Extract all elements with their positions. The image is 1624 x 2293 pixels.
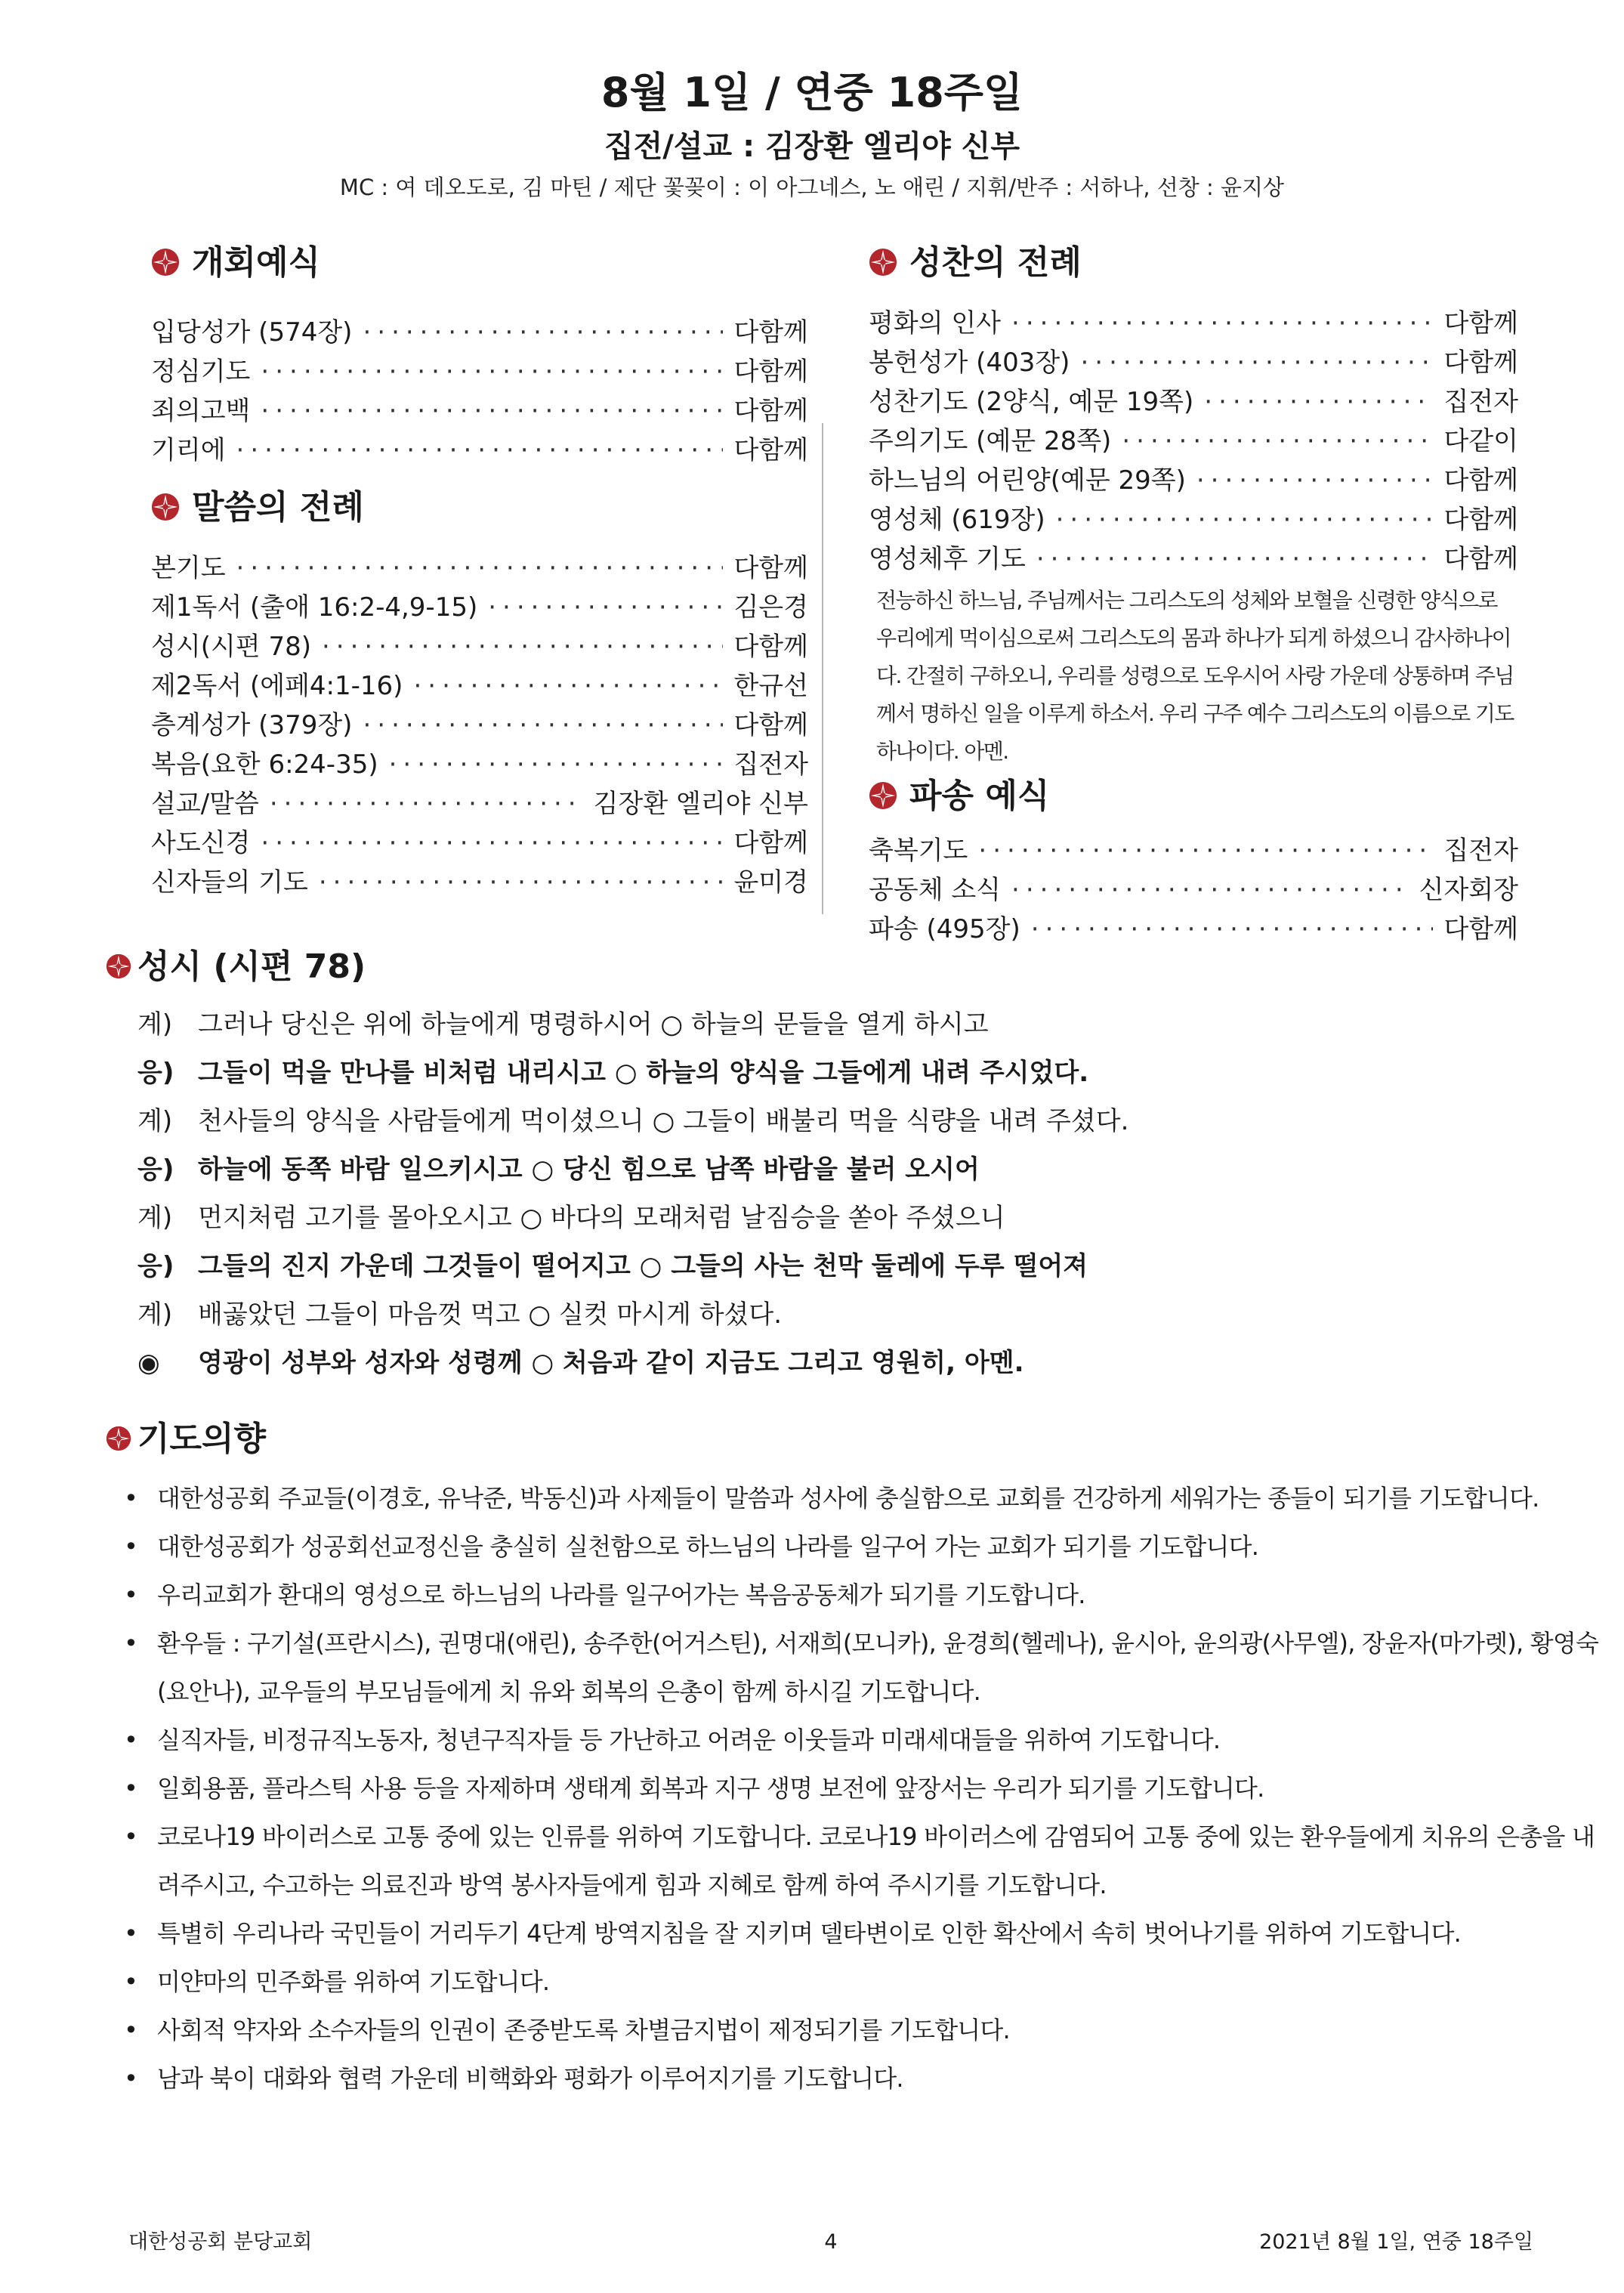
order-row xyxy=(151,704,808,743)
order-item-performer: 김장환 엘리야 신부 xyxy=(593,789,808,819)
order-item-performer: 다함께 xyxy=(1443,544,1518,574)
post-communion-prayer: 전능하신 하느님, 주님께서는 그리스도의 성체와 보혈을 신령한 양식으로 우리에게 먹이심으로써 그리스도의 몸과 하나가 되게 하셨으니 감사하나이다. 간절히 구하오니, 우리를 성령으로 도우시어 사랑 가운데 상통하며 주님께서 명하신 일을 이루게 하소서. 우리 구주 예수 그리스도의 이름으로 기도하나이다. 아멘. xyxy=(876,588,1514,764)
intention-item: • 미얀마의 민주화를 위하여 기도합니다. xyxy=(121,1958,1601,2006)
order-item-label: 주의기도 (예문 28쪽) xyxy=(869,426,1112,456)
leader-dots xyxy=(236,435,724,465)
order-row xyxy=(151,586,808,626)
cross-icon xyxy=(106,953,131,979)
psalm-text: 그들의 진지 가운데 그것들이 떨어지고 ○ 그들의 사는 천막 둘레에 두루 떨어져 xyxy=(198,1251,1088,1281)
leader-dots xyxy=(1204,387,1433,417)
order-item-label: 공동체 소식 xyxy=(869,875,1002,905)
order-row xyxy=(151,665,808,704)
psalm-line xyxy=(137,1049,1541,1097)
column-divider xyxy=(822,423,823,914)
leader-dots xyxy=(261,357,723,387)
intentions-title xyxy=(106,1417,1601,1462)
order-item-label: 정심기도 xyxy=(151,357,251,387)
order-item-performer: 다함께 xyxy=(733,435,808,465)
leader-dots xyxy=(1056,505,1434,535)
intention-item: • 특별히 우리나라 국민들이 거리두기 4단계 방역지침을 잘 지키며 델타변이로 인한 확산에서 속히 벗어나기를 위하여 기도합니다. xyxy=(121,1909,1601,1958)
leader-dots xyxy=(236,553,724,583)
dismissal-order-list xyxy=(869,830,1518,947)
order-item-label: 평화의 인사 xyxy=(869,308,1002,338)
order-item-label: 봉헌성가 (403장) xyxy=(869,348,1070,378)
psalm-text: 배곯았던 그들이 마음껏 먹고 ○ 실컷 마시게 하셨다. xyxy=(198,1299,783,1330)
psalm-marker: 계) xyxy=(137,1106,173,1136)
order-item-label: 사도신경 xyxy=(151,828,251,858)
psalm-text: 천사들의 양식을 사람들에게 먹이셨으니 ○ 그들이 배불리 먹을 식량을 내려 주셨다. xyxy=(198,1106,1129,1136)
psalm-text: 그들이 먹을 만나를 비처럼 내리시고 ○ 하늘의 양식을 그들에게 내려 주시었다. xyxy=(198,1058,1089,1088)
order-row xyxy=(151,822,808,861)
leader-dots xyxy=(322,632,723,662)
order-item-label: 설교/말씀 xyxy=(151,789,259,819)
order-row xyxy=(151,390,808,429)
intention-item: • 일회용품, 플라스틱 사용 등을 자제하며 생태계 회복과 지구 생명 보전에 앞장서는 우리가 되기를 기도합니다. xyxy=(121,1764,1601,1812)
order-row xyxy=(869,341,1518,381)
section-title-text: 파송 예식 xyxy=(909,777,1050,815)
leader-dots xyxy=(270,789,583,819)
leader-dots xyxy=(1080,348,1433,378)
psalm-text: 그러나 당신은 위에 하늘에게 명령하시어 ○ 하늘의 문들을 열게 하시고 xyxy=(198,1009,989,1040)
leader-dots xyxy=(1036,544,1434,574)
order-item-performer: 다함께 xyxy=(1443,465,1518,496)
section-title-text: 개회예식 xyxy=(192,243,321,282)
intention-item: • 사회적 약자와 소수자들의 인권이 존중받도록 차별금지법이 제정되기를 기도합니다. xyxy=(121,2006,1601,2054)
leader-dots xyxy=(389,749,724,780)
leader-dots xyxy=(261,396,723,426)
psalm-line xyxy=(137,1000,1541,1049)
order-item-performer: 윤미경 xyxy=(733,867,808,898)
psalm-line xyxy=(137,1194,1541,1242)
opening-order-list xyxy=(151,311,808,468)
leader-dots xyxy=(413,671,723,701)
order-item-performer: 집전자 xyxy=(1443,387,1518,417)
order-row xyxy=(869,830,1518,869)
section-title-text: 성시 (시편 78) xyxy=(137,947,366,986)
order-row xyxy=(151,783,808,822)
order-row xyxy=(151,861,808,901)
order-row xyxy=(869,499,1518,538)
eucharist-order-list xyxy=(869,302,1518,577)
section-title-text: 말씀의 전례 xyxy=(192,488,364,527)
order-item-performer: 다함께 xyxy=(733,632,808,662)
order-item-performer: 다함께 xyxy=(733,553,808,583)
celebrant-line: 집전/설교 : 김장환 엘리야 신부 xyxy=(604,129,1020,164)
footer-church: 대한성공회 분당교회 xyxy=(128,2230,313,2254)
psalm-text: 영광이 성부와 성자와 성령께 ○ 처음과 같이 지금도 그리고 영원히, 아멘. xyxy=(198,1348,1024,1378)
cross-icon xyxy=(151,493,180,521)
section-word-title xyxy=(151,485,808,530)
order-item-performer: 다함께 xyxy=(1443,348,1518,378)
order-row xyxy=(869,538,1518,577)
order-item-label: 축복기도 xyxy=(869,836,968,866)
leader-dots xyxy=(1031,914,1434,944)
page-header xyxy=(0,66,1624,204)
footer-date: 2021년 8월 1일, 연중 18주일 xyxy=(1259,2230,1533,2254)
order-item-performer: 다함께 xyxy=(733,710,808,740)
footer-page-number: 4 xyxy=(824,2230,838,2254)
psalm-line xyxy=(137,1145,1541,1194)
order-row xyxy=(869,908,1518,947)
leader-dots xyxy=(319,867,724,898)
order-row xyxy=(151,351,808,390)
order-item-label: 층계성가 (379장) xyxy=(151,710,353,740)
psalm-line xyxy=(137,1339,1541,1387)
order-item-label: 기리에 xyxy=(151,435,226,465)
psalm-text: 하늘에 동쪽 바람 일으키시고 ○ 당신 힘으로 남쪽 바람을 불러 오시어 xyxy=(198,1154,980,1185)
order-item-label: 본기도 xyxy=(151,553,226,583)
order-item-performer: 신자회장 xyxy=(1419,875,1518,905)
order-item-performer: 다함께 xyxy=(1443,914,1518,944)
order-item-performer: 한규선 xyxy=(733,671,808,701)
order-row xyxy=(151,429,808,468)
cross-icon xyxy=(869,781,897,810)
order-item-performer: 다같이 xyxy=(1443,426,1518,456)
order-item-label: 제1독서 (출애 16:2-4,9-15) xyxy=(151,592,478,623)
intention-item: • 환우들 : 구기설(프란시스), 권명대(애린), 송주한(어거스틴), 서재희(모니카), 윤경희(헬레나), 윤시아, 윤의광(사무엘), 장윤자(마가렛), 황영숙(요안나), 교우들의 부모님들에게 치 유와 회복의 은총이 함께 하시길 기도합니다. xyxy=(121,1619,1601,1716)
order-row xyxy=(151,311,808,351)
order-item-performer: 다함께 xyxy=(733,317,808,348)
leader-dots xyxy=(1011,875,1409,905)
order-item-label: 성시(시편 78) xyxy=(151,632,311,662)
leader-dots xyxy=(1196,465,1434,496)
section-title-text: 성찬의 전례 xyxy=(909,243,1082,282)
intention-item: • 대한성공회가 성공회선교정신을 충실히 실천함으로 하느님의 나라를 일구어 가는 교회가 되기를 기도합니다. xyxy=(121,1522,1601,1571)
order-item-performer: 집전자 xyxy=(733,749,808,780)
leader-dots xyxy=(1011,308,1433,338)
psalm-line xyxy=(137,1290,1541,1339)
leader-dots xyxy=(1122,426,1433,456)
psalm-title xyxy=(106,944,1541,990)
order-item-performer: 다함께 xyxy=(733,828,808,858)
order-item-label: 신자들의 기도 xyxy=(151,867,308,898)
leader-dots xyxy=(488,592,723,623)
ministers-line: MC : 여 데오도로, 김 마틴 / 제단 꽃꽂이 : 이 아그네스, 노 애린 / 지휘/반주 : 서하나, 선창 : 윤지상 xyxy=(339,175,1285,200)
intention-item: • 우리교회가 환대의 영성으로 하느님의 나라를 일구어가는 복음공동체가 되기를 기도합니다. xyxy=(121,1571,1601,1619)
right-column xyxy=(869,240,1518,947)
psalm-lines xyxy=(137,1000,1541,1387)
order-item-label: 성찬기도 (2양식, 예문 19쪽) xyxy=(869,387,1194,417)
leader-dots xyxy=(261,828,723,858)
page-footer xyxy=(128,2227,1533,2257)
leader-dots xyxy=(363,710,723,740)
order-row xyxy=(151,626,808,665)
psalm-line xyxy=(137,1242,1541,1290)
order-item-performer: 김은경 xyxy=(733,592,808,623)
psalm-marker: 응) xyxy=(137,1154,174,1185)
order-row xyxy=(869,869,1518,908)
section-dismissal-title xyxy=(869,774,1518,819)
order-row xyxy=(869,302,1518,341)
order-item-label: 하느님의 어린양(예문 29쪽) xyxy=(869,465,1186,496)
order-row xyxy=(151,743,808,783)
intention-item: • 실직자들, 비정규직노동자, 청년구직자들 등 가난하고 어려운 이웃들과 미래세대들을 위하여 기도합니다. xyxy=(121,1716,1601,1764)
word-order-list xyxy=(151,547,808,901)
order-item-label: 죄의고백 xyxy=(151,396,251,426)
order-item-performer: 다함께 xyxy=(1443,505,1518,535)
psalm-marker: ◉ xyxy=(137,1348,160,1378)
order-item-performer: 다함께 xyxy=(733,357,808,387)
psalm-text: 먼지처럼 고기를 몰아오시고 ○ 바다의 모래처럼 날짐승을 쏟아 주셨으니 xyxy=(198,1203,1005,1233)
psalm-marker: 응) xyxy=(137,1251,174,1281)
leader-dots xyxy=(363,317,723,348)
order-row xyxy=(869,459,1518,499)
order-item-performer: 다함께 xyxy=(1443,308,1518,338)
cross-icon xyxy=(106,1426,131,1451)
left-column xyxy=(151,240,808,901)
order-item-label: 복음(요한 6:24-35) xyxy=(151,749,378,780)
page-title: 8월 1일 / 연중 18주일 xyxy=(601,69,1023,116)
order-row xyxy=(869,420,1518,459)
psalm-marker: 계) xyxy=(137,1009,173,1040)
order-item-performer: 집전자 xyxy=(1443,836,1518,866)
section-opening-title xyxy=(151,240,808,286)
cross-icon xyxy=(151,248,180,277)
section-eucharist-title xyxy=(869,240,1518,286)
order-row xyxy=(869,381,1518,420)
psalm-section xyxy=(106,944,1541,1387)
intention-item: • 코로나19 바이러스로 고통 중에 있는 인류를 위하여 기도합니다. 코로나19 바이러스에 감염되어 고통 중에 있는 환우들에게 치유의 은총을 내려주시고, 수고하는 의료진과 방역 봉사자들에게 힘과 지혜로 함께 하여 주시기를 기도합니다. xyxy=(121,1812,1601,1909)
order-item-label: 영성체후 기도 xyxy=(869,544,1026,574)
psalm-line xyxy=(137,1097,1541,1145)
leader-dots xyxy=(978,836,1433,866)
order-item-label: 입당성가 (574장) xyxy=(151,317,353,348)
intention-item: • 대한성공회 주교들(이경호, 유낙준, 박동신)과 사제들이 말씀과 성사에 충실함으로 교회를 건강하게 세워가는 종들이 되기를 기도합니다. xyxy=(121,1474,1601,1522)
order-row xyxy=(151,547,808,586)
order-item-performer: 다함께 xyxy=(733,396,808,426)
psalm-marker: 계) xyxy=(137,1203,173,1233)
order-item-label: 영성체 (619장) xyxy=(869,505,1045,535)
psalm-marker: 응) xyxy=(137,1058,174,1088)
intention-item: • 남과 북이 대화와 협력 가운데 비핵화와 평화가 이루어지기를 기도합니다. xyxy=(121,2054,1601,2103)
order-item-label: 제2독서 (에페4:1-16) xyxy=(151,671,403,701)
intentions-list xyxy=(121,1474,1601,2103)
order-item-label: 파송 (495장) xyxy=(869,914,1020,944)
psalm-marker: 계) xyxy=(137,1299,173,1330)
section-title-text: 기도의향 xyxy=(137,1420,267,1458)
cross-icon xyxy=(869,248,897,277)
intentions-section xyxy=(106,1417,1601,2103)
